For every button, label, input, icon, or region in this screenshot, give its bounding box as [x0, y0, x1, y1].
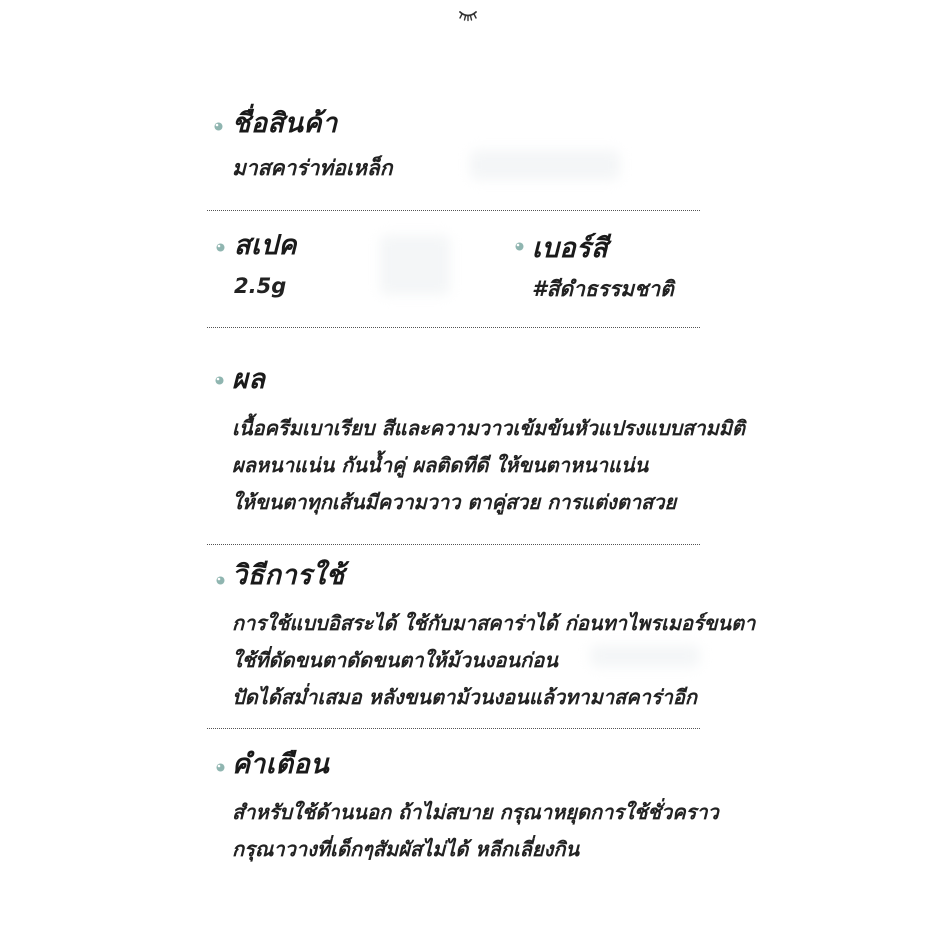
bubble-bullet-icon	[214, 375, 225, 386]
bubble-bullet-icon	[215, 762, 226, 773]
warning-line: กรุณาวางที่เด็กๆสัมผัสไม่ได้ หลีกเลี่ยงกิน	[232, 837, 580, 861]
usage-line: ปัดได้สม่ำเสมอ หลังขนตาม้วนงอนแล้วทามาสคาร่าอีก	[232, 685, 697, 709]
effect-heading: ผล	[232, 364, 266, 395]
effect-line: ให้ขนตาทุกเส้นมีความวาว ตาคู่สวย การแต่งตาสวย	[232, 490, 677, 514]
bubble-bullet-icon	[514, 241, 525, 252]
bubble-bullet-icon	[215, 575, 226, 586]
usage-line: การใช้แบบอิสระได้ ใช้กับมาสคาร่าได้ ก่อนทาไพรเมอร์ขนตา	[232, 611, 756, 635]
warning-paragraph	[232, 794, 719, 868]
background-watermark	[380, 235, 450, 295]
spec-value: 2.5g	[234, 274, 287, 298]
spec-heading: สเปค	[234, 230, 297, 261]
section-divider	[207, 327, 700, 328]
bubble-bullet-icon	[213, 121, 224, 132]
bubble-bullet-icon	[215, 242, 226, 253]
effect-line: ผลหนาแน่น กันน้ำคู่ ผลติดทีดี ให้ขนตาหนาแน่น	[232, 453, 649, 477]
usage-paragraph	[232, 605, 755, 716]
warning-line: สำหรับใช้ด้านนอก ถ้าไม่สบาย กรุณาหยุดการใช้ชั่วคราว	[232, 800, 719, 824]
section-divider	[207, 210, 700, 211]
background-watermark	[470, 150, 620, 180]
section-divider	[207, 728, 700, 729]
product-name-heading: ชื่อสินค้า	[232, 108, 338, 139]
product-name-value: มาสคาร่าท่อเหล็ก	[232, 156, 393, 180]
effect-paragraph	[232, 410, 745, 521]
usage-heading: วิธีการใช้	[232, 560, 345, 591]
shade-value: #สีดำธรรมชาติ	[532, 277, 674, 301]
section-divider	[207, 544, 700, 545]
shade-heading: เบอร์สี	[532, 233, 609, 264]
effect-line: เนื้อครีมเบาเรียบ สีและความวาวเข้มข้นหัวแปรงแบบสามมิติ	[232, 416, 745, 440]
eyelash-icon	[457, 8, 479, 22]
usage-line: ใช้ที่ดัดขนตาดัดขนตาให้ม้วนงอนก่อน	[232, 648, 558, 672]
warning-heading: คำเตือน	[232, 749, 330, 780]
